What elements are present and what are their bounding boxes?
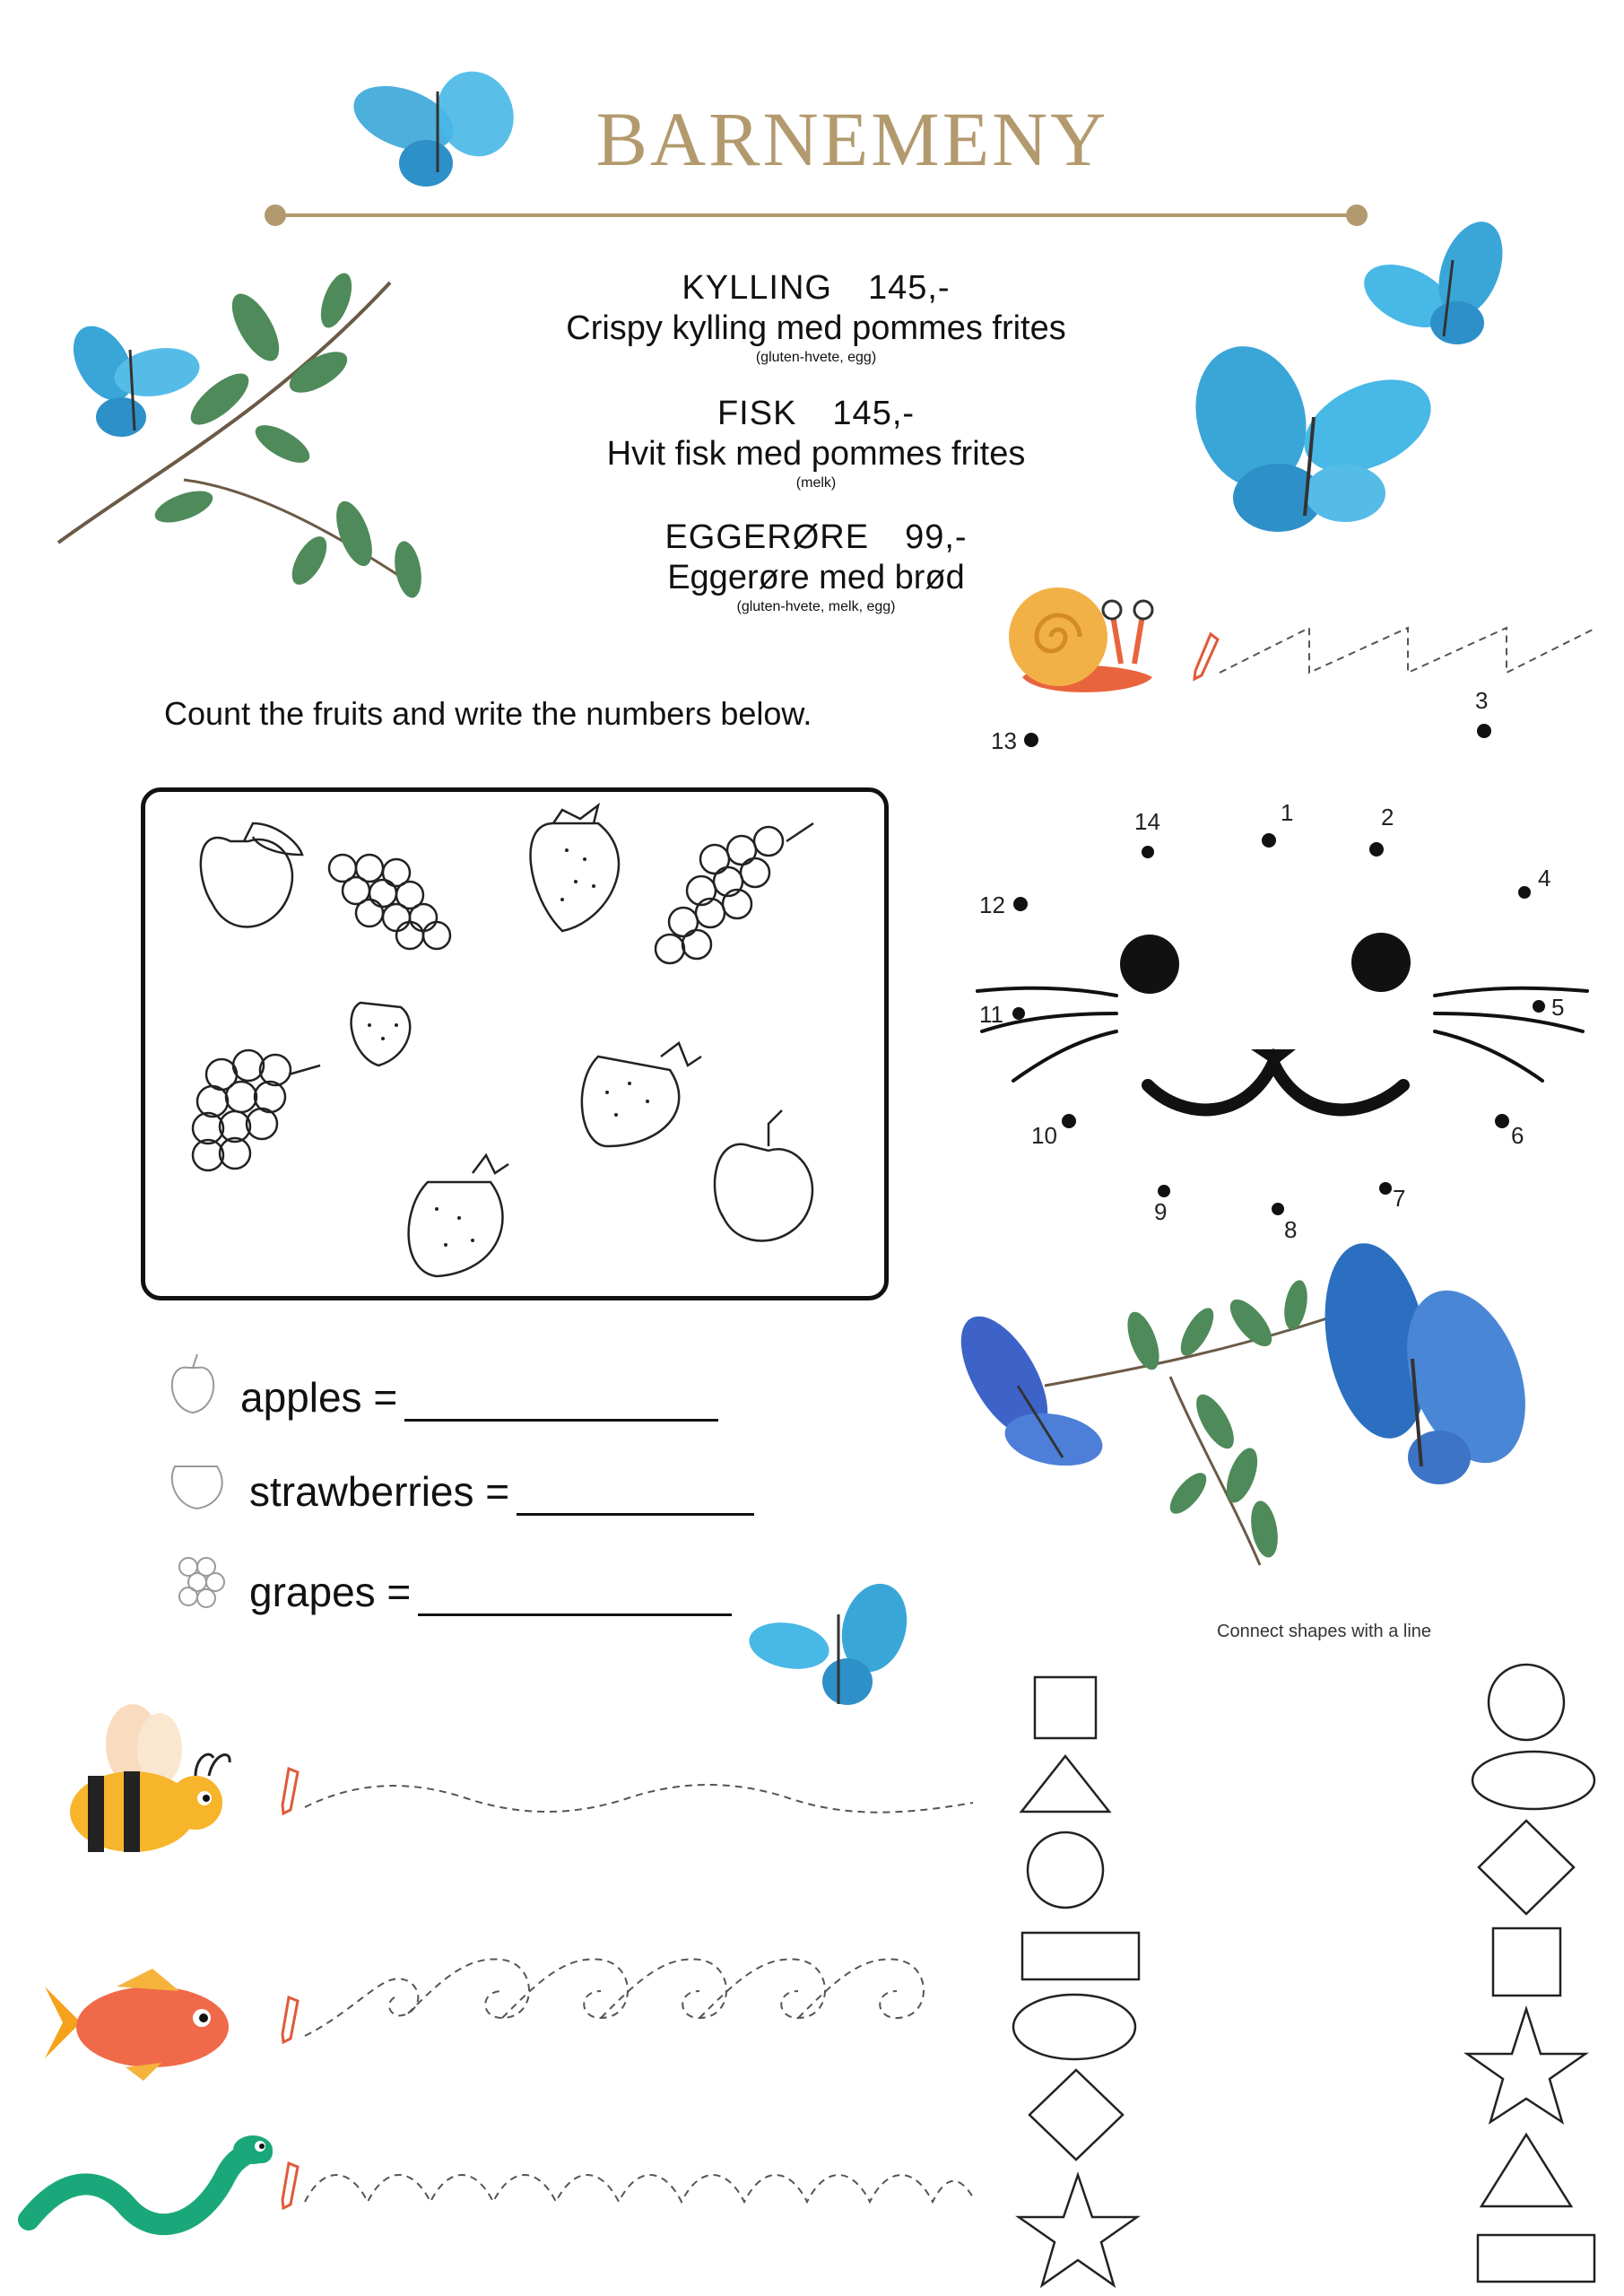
dish-allergens: (gluten-hvete, melk, egg)	[736, 599, 896, 614]
connect-instruction: Connect shapes with a line	[1217, 1622, 1432, 1641]
dish-name: KYLLING	[682, 269, 832, 307]
page-title: BARNEMENY	[595, 96, 1109, 182]
pencil-icon	[280, 1767, 302, 1816]
dish-price: 99,-	[905, 518, 968, 556]
dot-number: 3	[1475, 687, 1489, 714]
branch-butterflies-illustration	[964, 1242, 1538, 1592]
dish-price: 145,-	[832, 395, 916, 432]
branch-illustration	[49, 265, 453, 623]
count-row-strawberries	[161, 1444, 754, 1516]
dish-allergens: (gluten-hvete, egg)	[755, 350, 877, 365]
dot-number: 1	[1281, 799, 1294, 826]
dish-description: Crispy kylling med pommes frites	[566, 309, 1066, 347]
answer-blank[interactable]	[404, 1410, 718, 1422]
count-label: apples =	[240, 1374, 398, 1421]
grapes-icon	[161, 1544, 233, 1616]
fruit-illustrations	[141, 787, 889, 1300]
dish-description: Eggerøre med brød	[667, 559, 965, 596]
count-row-grapes	[161, 1544, 732, 1616]
pencil-icon	[280, 1996, 302, 2045]
title-divider	[265, 211, 1368, 220]
dot-number: 4	[1538, 865, 1551, 891]
dot-number: 8	[1284, 1216, 1298, 1243]
answer-blank[interactable]	[517, 1504, 754, 1516]
dot-number: 2	[1381, 804, 1394, 831]
count-row-apples	[161, 1350, 718, 1422]
snail-icon	[986, 578, 1166, 704]
dot-to-dot-cat	[960, 687, 1605, 1256]
apple-icon	[161, 1350, 224, 1422]
menu-item	[502, 269, 1130, 366]
butterfly-icon	[1179, 327, 1439, 552]
bee-icon	[61, 1704, 231, 1874]
scallop-trace-line	[305, 2157, 973, 2220]
dot-number: 10	[1031, 1122, 1057, 1149]
dish-name: EGGERØRE	[664, 518, 870, 556]
butterfly-icon	[749, 1578, 915, 1722]
dot-number: 12	[979, 891, 1005, 918]
spiral-trace-line	[305, 1937, 973, 2054]
dish-price: 145,-	[867, 269, 951, 307]
count-label: strawberries =	[249, 1468, 510, 1515]
strawberry-icon	[161, 1444, 233, 1516]
count-instruction: Count the fruits and write the numbers below.	[164, 695, 812, 732]
dot-number: 6	[1511, 1122, 1524, 1149]
dot-number: 9	[1154, 1198, 1168, 1225]
dot-number: 14	[1134, 808, 1160, 835]
shapes-left-column	[1013, 1668, 1157, 2287]
dish-name: FISK	[716, 395, 797, 432]
dot-number: 11	[979, 1001, 1003, 1028]
wave-trace-line	[305, 1771, 973, 1825]
dish-allergens: (melk)	[795, 475, 837, 491]
shapes-right-column	[1471, 1659, 1614, 2287]
menu-item	[502, 395, 1130, 491]
count-label: grapes =	[249, 1569, 412, 1615]
dot-number: 13	[991, 727, 1017, 754]
pencil-icon	[280, 2161, 302, 2211]
dish-description: Hvit fisk med pommes frites	[606, 435, 1026, 473]
dot-number: 7	[1393, 1185, 1406, 1212]
dot-number: 5	[1551, 994, 1565, 1021]
snake-icon	[20, 2121, 271, 2238]
answer-blank[interactable]	[418, 1605, 732, 1616]
fish-icon	[27, 1960, 233, 2085]
zigzag-trace-line	[1220, 619, 1596, 691]
pencil-icon	[1193, 632, 1220, 682]
